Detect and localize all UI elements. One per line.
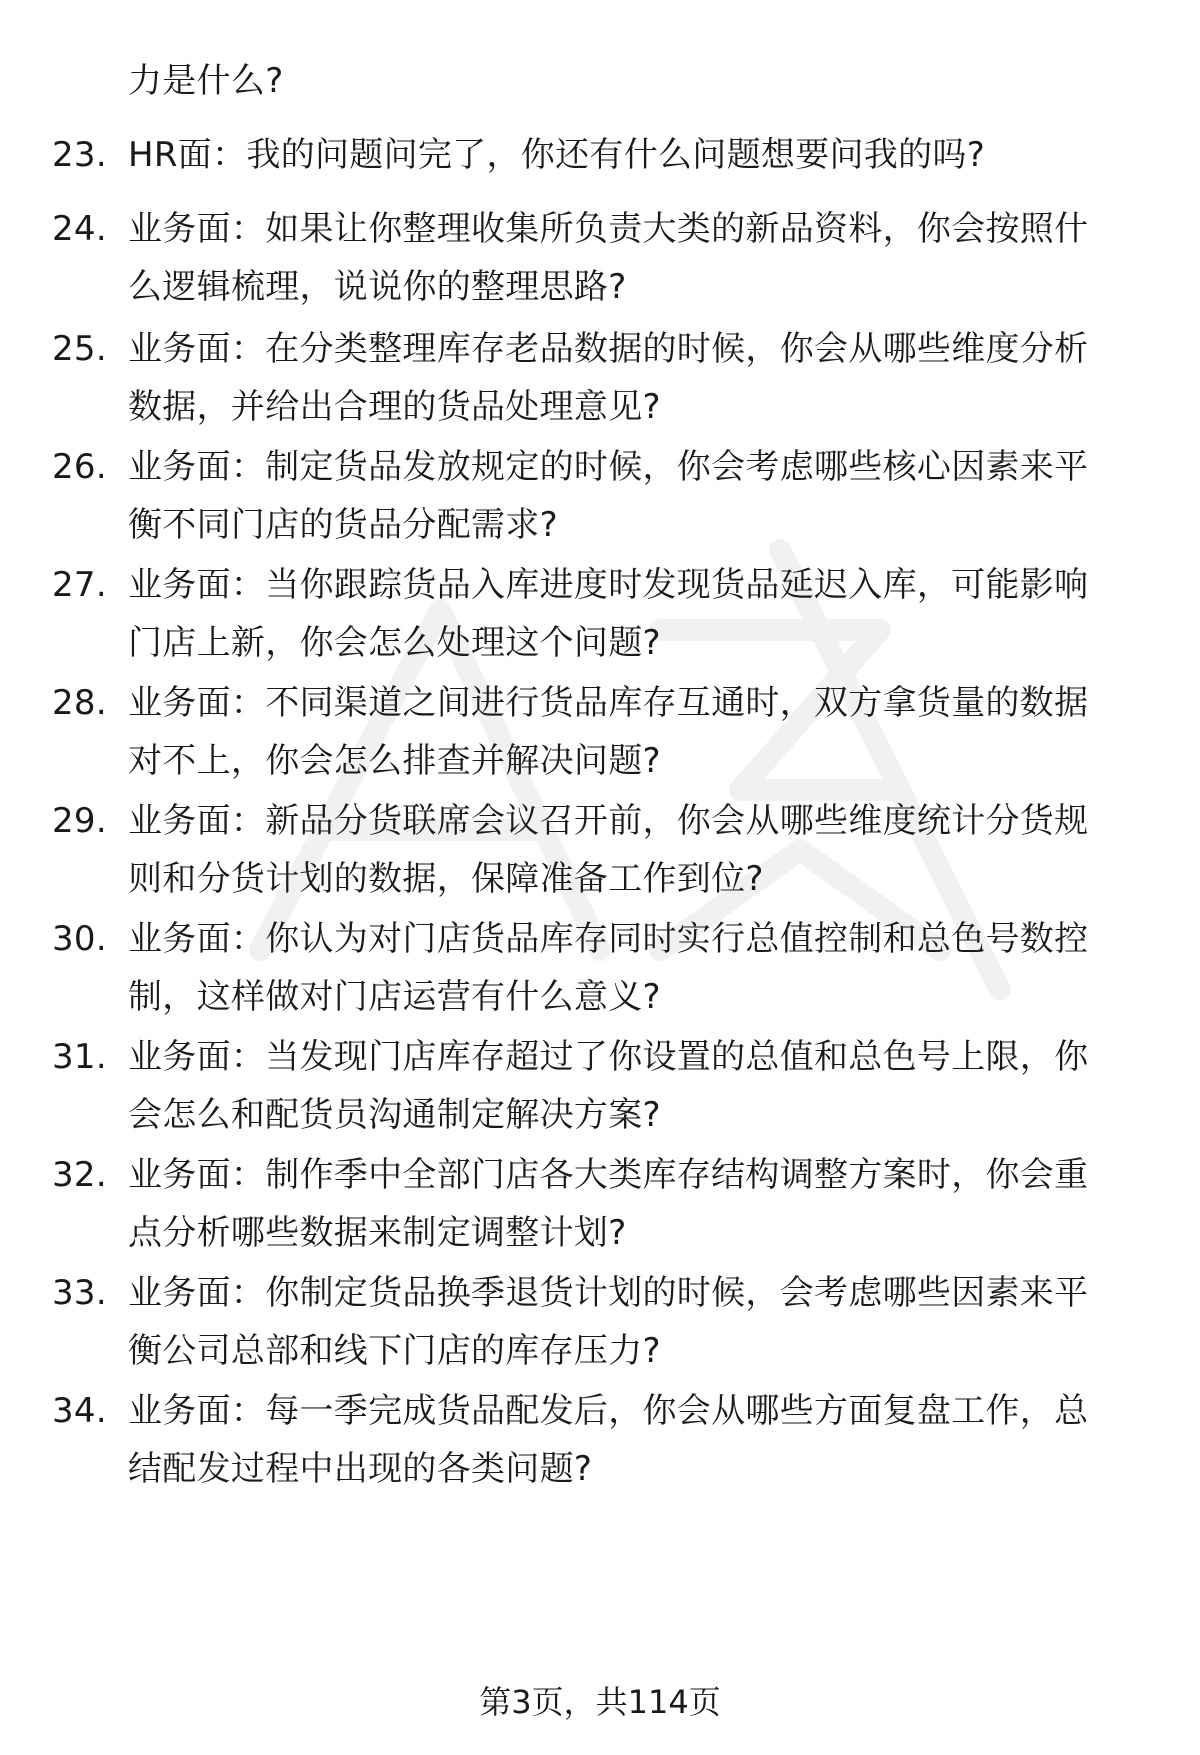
- question-text-line: 数据，并给出合理的货品处理意见?: [128, 387, 661, 427]
- question-text-line: 则和分货计划的数据，保障准备工作到位?: [128, 859, 764, 899]
- question-text-line: 业务面：每一季完成货品配发后，你会从哪些方面复盘工作，总: [128, 1391, 1089, 1431]
- question-number: 24.: [52, 209, 107, 249]
- question-text-line: 业务面：制定货品发放规定的时候，你会考虑哪些核心因素来平: [128, 447, 1089, 487]
- question-number: 23.: [52, 135, 107, 175]
- question-text-line: 业务面：当发现门店库存超过了你设置的总值和总色号上限，你: [128, 1037, 1089, 1077]
- question-text-line: 力是什么?: [128, 61, 284, 101]
- question-number: 27.: [52, 565, 107, 605]
- question-text-line: 制，这样做对门店运营有什么意义?: [128, 977, 661, 1017]
- question-text-line: 会怎么和配货员沟通制定解决方案?: [128, 1095, 661, 1135]
- question-text-line: 点分析哪些数据来制定调整计划?: [128, 1213, 627, 1253]
- page-footer: 第3页，共114页: [479, 1683, 721, 1721]
- question-text-line: 结配发过程中出现的各类问题?: [128, 1449, 593, 1489]
- question-number: 31.: [52, 1037, 107, 1077]
- question-number: 33.: [52, 1273, 107, 1313]
- question-text-line: 业务面：不同渠道之间进行货品库存互通时，双方拿货量的数据: [128, 683, 1089, 723]
- question-number: 32.: [52, 1155, 107, 1195]
- question-number: 25.: [52, 329, 107, 369]
- question-number: 26.: [52, 447, 107, 487]
- question-text-line: 业务面：如果让你整理收集所负责大类的新品资料，你会按照什: [128, 209, 1089, 249]
- question-text-line: 门店上新，你会怎么处理这个问题?: [128, 623, 661, 663]
- question-number: 34.: [52, 1391, 107, 1431]
- question-text-line: 衡公司总部和线下门店的库存压力?: [128, 1331, 661, 1371]
- question-number: 28.: [52, 683, 107, 723]
- question-text-line: 业务面：制作季中全部门店各大类库存结构调整方案时，你会重: [128, 1155, 1089, 1195]
- question-text-line: 业务面：你制定货品换季退货计划的时候，会考虑哪些因素来平: [128, 1273, 1089, 1313]
- question-text-line: 衡不同门店的货品分配需求?: [128, 505, 558, 545]
- question-number: 29.: [52, 801, 107, 841]
- question-text-line: 业务面：你认为对门店货品库存同时实行总值控制和总色号数控: [128, 919, 1089, 959]
- question-text-line: 业务面：新品分货联席会议召开前，你会从哪些维度统计分货规: [128, 801, 1089, 841]
- question-text-line: HR面：我的问题问完了，你还有什么问题想要问我的吗?: [128, 135, 986, 175]
- question-text-line: 业务面：在分类整理库存老品数据的时候，你会从哪些维度分析: [128, 329, 1089, 369]
- question-number: 30.: [52, 919, 107, 959]
- question-text-line: 对不上，你会怎么排查并解决问题?: [128, 741, 661, 781]
- question-text-line: 么逻辑梳理，说说你的整理思路?: [128, 267, 627, 307]
- question-text-line: 业务面：当你跟踪货品入库进度时发现货品延迟入库，可能影响: [128, 565, 1089, 605]
